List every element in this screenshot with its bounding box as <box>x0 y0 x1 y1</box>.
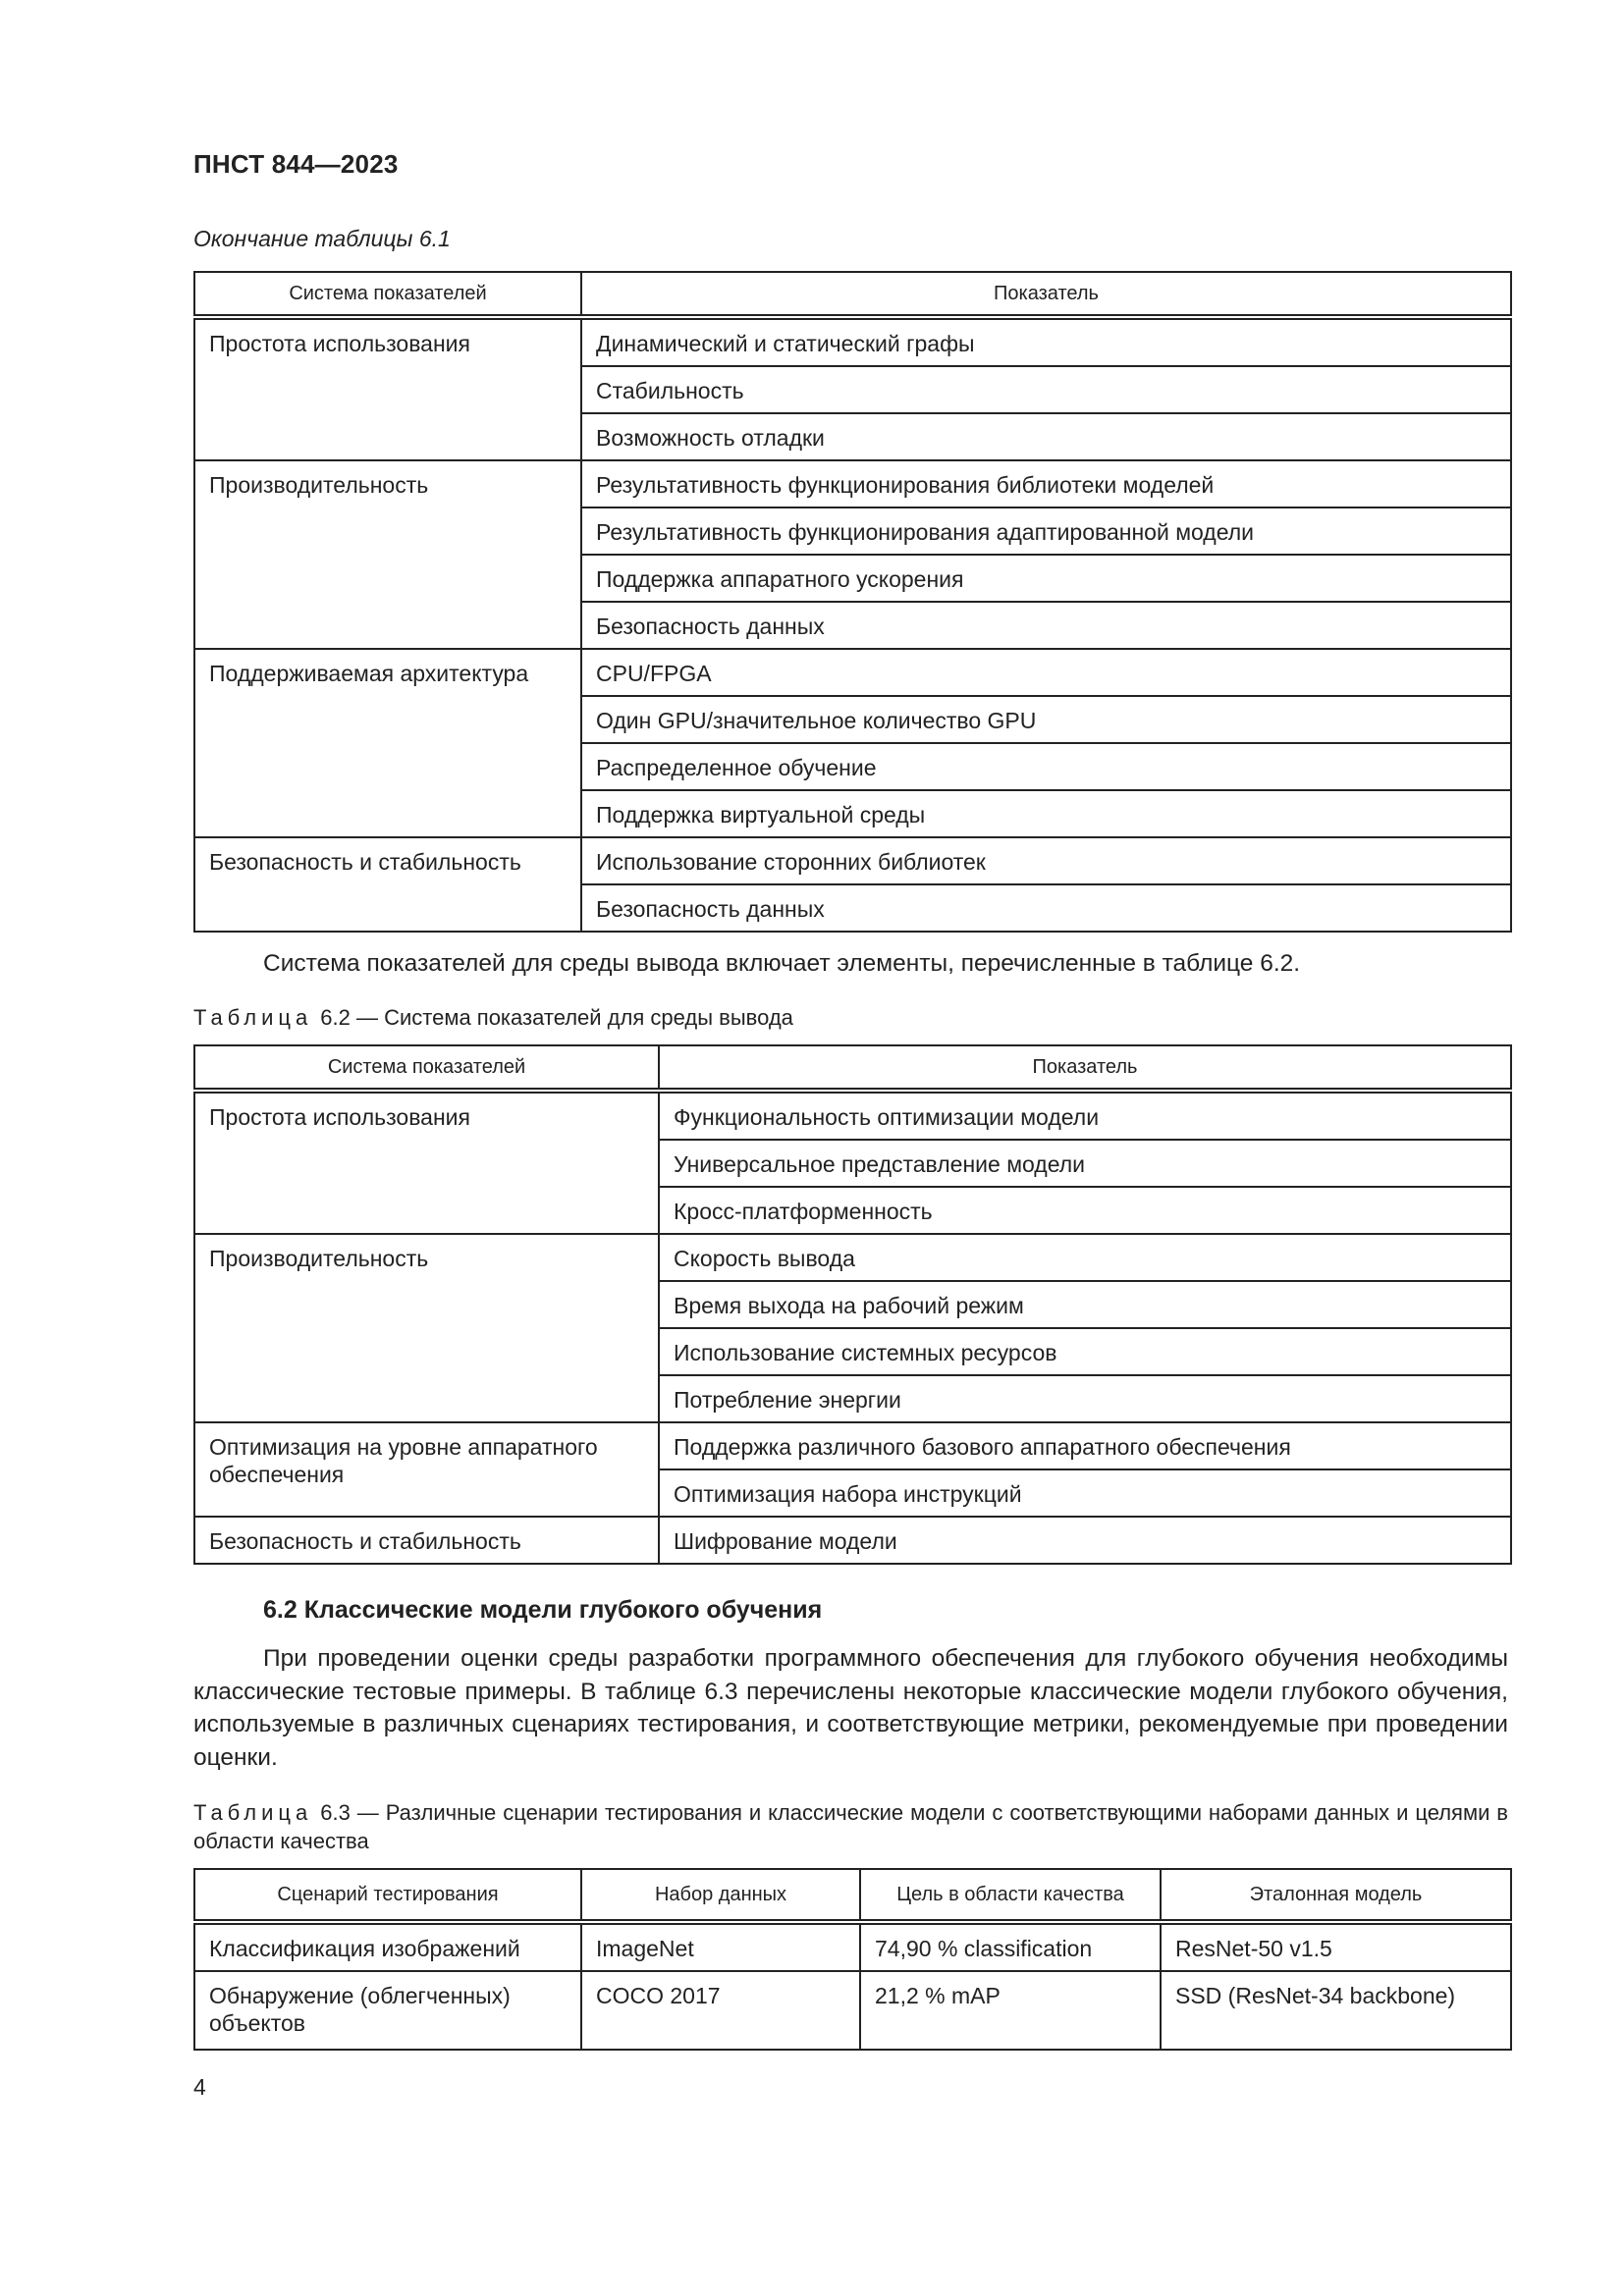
body-paragraph <box>193 947 1508 981</box>
caption-text: 6.2 — Система показателей для среды вывода <box>320 1005 793 1030</box>
table-row <box>194 1422 1511 1469</box>
table-row <box>194 1971 1511 2050</box>
caption-prefix: Таблица <box>193 1800 313 1825</box>
caption-prefix: Таблица <box>193 1005 313 1030</box>
column-header: Система показателей <box>194 272 581 317</box>
section-heading: 6.2 Классические модели глубокого обучения <box>263 1596 823 1624</box>
indicator-cell: Поддержка различного базового аппаратного обеспечения <box>659 1422 1511 1469</box>
indicator-cell: Динамический и статический графы <box>581 317 1511 366</box>
indicator-cell: Поддержка виртуальной среды <box>581 790 1511 837</box>
table-6-3-caption <box>193 1798 1508 1855</box>
indicator-system-cell: Производительность <box>194 460 581 649</box>
indicator-cell: Оптимизация набора инструкций <box>659 1469 1511 1517</box>
indicator-cell: Безопасность данных <box>581 884 1511 932</box>
document-code: ПНСТ 844—2023 <box>193 149 399 179</box>
table-6-3 <box>193 1868 1512 2051</box>
indicator-system-cell: Безопасность и стабильность <box>194 837 581 932</box>
body-paragraph <box>193 1642 1508 1774</box>
column-header: Показатель <box>659 1045 1511 1091</box>
indicator-cell: Распределенное обучение <box>581 743 1511 790</box>
table-header-row <box>194 272 1511 317</box>
paragraph-text: Система показателей для среды вывода включает элементы, перечисленные в таблице 6.2. <box>263 950 1301 977</box>
table-row <box>194 1091 1511 1140</box>
indicator-cell: Результативность функционирования библиотеки моделей <box>581 460 1511 507</box>
column-header: Система показателей <box>194 1045 659 1091</box>
table-cell: COCO 2017 <box>581 1971 860 2050</box>
paragraph-text: При проведении оценки среды разработки программного обеспечения для глубокого обучения необходимы классические тестовые примеры. В таблице 6.3 перечислены некоторые классические модели глубокого обучения, используемые в различных сценариях тестирования, и соответствующие метрики, рекомендуемые при проведении оценки. <box>193 1645 1508 1771</box>
indicator-cell: Кросс-платформенность <box>659 1187 1511 1234</box>
indicator-cell: Скорость вывода <box>659 1234 1511 1281</box>
indicator-cell: Потребление энергии <box>659 1375 1511 1422</box>
indicator-cell: Использование системных ресурсов <box>659 1328 1511 1375</box>
table-cell: 21,2 % mAP <box>860 1971 1161 2050</box>
column-header: Показатель <box>581 272 1511 317</box>
table-cell: Классификация изображений <box>194 1922 581 1971</box>
table-cell: ImageNet <box>581 1922 860 1971</box>
indicator-system-cell: Простота использования <box>194 1091 659 1234</box>
indicator-system-cell: Поддерживаемая архитектура <box>194 649 581 837</box>
page-number: 4 <box>193 2074 206 2100</box>
indicator-cell: Безопасность данных <box>581 602 1511 649</box>
table-cell: ResNet-50 v1.5 <box>1161 1922 1511 1971</box>
table-row <box>194 1234 1511 1281</box>
indicator-system-cell: Безопасность и стабильность <box>194 1517 659 1564</box>
column-header: Сценарий тестирования <box>194 1869 581 1922</box>
table-row <box>194 460 1511 507</box>
column-header: Цель в области качества <box>860 1869 1161 1922</box>
table-row <box>194 1517 1511 1564</box>
indicator-cell: Стабильность <box>581 366 1511 413</box>
table-header-row <box>194 1869 1511 1922</box>
table-6-2-caption <box>193 1003 1508 1032</box>
indicator-cell: Время выхода на рабочий режим <box>659 1281 1511 1328</box>
indicator-cell: Функциональность оптимизации модели <box>659 1091 1511 1140</box>
table-row <box>194 837 1511 884</box>
table-row <box>194 317 1511 366</box>
indicator-cell: CPU/FPGA <box>581 649 1511 696</box>
indicator-system-cell: Простота использования <box>194 317 581 460</box>
indicator-system-cell: Производительность <box>194 1234 659 1422</box>
indicator-cell: Универсальное представление модели <box>659 1140 1511 1187</box>
indicator-cell: Использование сторонних библиотек <box>581 837 1511 884</box>
table-row <box>194 1922 1511 1971</box>
table-cell: 74,90 % classification <box>860 1922 1161 1971</box>
table-6-1 <box>193 271 1512 933</box>
table-row <box>194 649 1511 696</box>
caption-text: 6.3 — Различные сценарии тестирования и классические модели с соответствующими наборами данных и целями в области качества <box>193 1800 1508 1853</box>
indicator-cell: Шифрование модели <box>659 1517 1511 1564</box>
indicator-cell: Результативность функционирования адаптированной модели <box>581 507 1511 555</box>
table-6-2 <box>193 1044 1512 1565</box>
indicator-cell: Один GPU/значительное количество GPU <box>581 696 1511 743</box>
column-header: Эталонная модель <box>1161 1869 1511 1922</box>
indicator-cell: Поддержка аппаратного ускорения <box>581 555 1511 602</box>
table-header-row <box>194 1045 1511 1091</box>
indicator-cell: Возможность отладки <box>581 413 1511 460</box>
indicator-system-cell: Оптимизация на уровне аппаратного обеспечения <box>194 1422 659 1517</box>
column-header: Набор данных <box>581 1869 860 1922</box>
table-cell: Обнаружение (облегченных) объектов <box>194 1971 581 2050</box>
table-continuation-label: Окончание таблицы 6.1 <box>193 226 451 251</box>
table-cell: SSD (ResNet-34 backbone) <box>1161 1971 1511 2050</box>
